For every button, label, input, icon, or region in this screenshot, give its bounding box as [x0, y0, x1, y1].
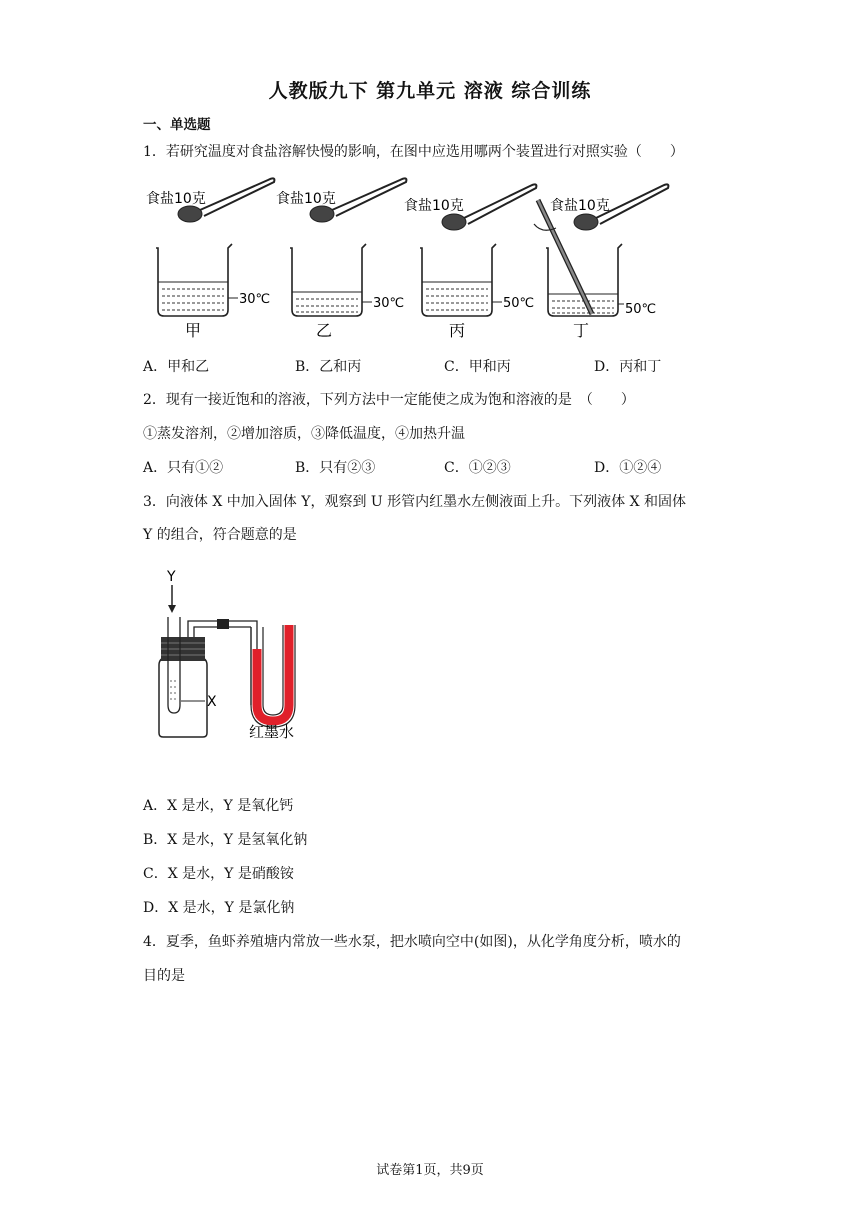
- q2-option-d: D．①②④: [594, 460, 662, 476]
- q1-option-c: C．甲和丙: [444, 359, 511, 375]
- spoon-label-2: 食盐10克: [276, 191, 336, 207]
- question-4-stem-line1: 4．夏季，鱼虾养殖塘内常放一些水泵，把水喷向空中(如图)，从化学角度分析，喷水的: [143, 934, 681, 950]
- q3-apparatus-figure: [145, 565, 315, 745]
- beaker-1-name: 甲: [185, 321, 202, 340]
- q3-option-a: A．X 是水，Y 是氧化钙: [143, 798, 294, 814]
- question-3-stem-line2: Y 的组合，符合题意的是: [143, 527, 297, 543]
- red-ink-liquid: [257, 625, 289, 721]
- label-y: Y: [167, 569, 176, 585]
- beaker-2-temp: 30℃: [373, 296, 405, 311]
- question-2-sub: ①蒸发溶剂，②增加溶质，③降低温度，④加热升温: [143, 426, 465, 442]
- beaker-3-temp: 50℃: [503, 296, 535, 311]
- page-title: 人教版九下 第九单元 溶液 综合训练: [268, 80, 592, 102]
- red-ink-caption: 红墨水: [249, 723, 295, 741]
- q3-option-c: C．X 是水，Y 是硝酸铵: [143, 866, 294, 882]
- question-2-stem: 2．现有一接近饱和的溶液，下列方法中一定能使之成为饱和溶液的是 （ ）: [143, 392, 635, 408]
- question-1-stem: 1．若研究温度对食盐溶解快慢的影响，在图中应选用哪两个装置进行对照实验（ ）: [143, 144, 684, 160]
- label-x: X: [207, 694, 217, 710]
- q2-option-b: B．只有②③: [295, 460, 376, 476]
- beaker-jia: [146, 178, 274, 340]
- q1-option-a: A．甲和乙: [143, 359, 210, 375]
- q3-option-d: D．X 是水，Y 是氯化钠: [143, 900, 295, 916]
- q1-option-d: D．丙和丁: [594, 359, 662, 375]
- page-footer: 试卷第1页，共9页: [376, 1163, 484, 1178]
- beaker-4-temp: 50℃: [625, 302, 657, 317]
- section-heading: 一、单选题: [143, 117, 211, 133]
- question-3-stem-line1: 3．向液体 X 中加入固体 Y，观察到 U 形管内红墨水左侧液面上升。下列液体 X 和固体: [143, 494, 687, 510]
- beaker-2-name: 乙: [316, 321, 333, 340]
- beaker-3-name: 丙: [449, 321, 466, 340]
- q1-figure: [140, 170, 680, 345]
- beaker-ding: [534, 184, 668, 340]
- beaker-bing: [404, 184, 536, 340]
- beaker-yi: [276, 178, 406, 340]
- q1-option-b: B．乙和丙: [295, 359, 362, 375]
- beaker-4-name: 丁: [573, 321, 590, 340]
- beaker-1-temp: 30℃: [239, 292, 271, 307]
- q2-option-a: A．只有①②: [143, 460, 224, 476]
- spoon-label-3: 食盐10克: [404, 198, 464, 214]
- question-4-stem-line2: 目的是: [143, 968, 185, 984]
- spoon-label-4: 食盐10克: [550, 198, 610, 214]
- q3-option-b: B．X 是水，Y 是氢氧化钠: [143, 832, 308, 848]
- q2-option-c: C．①②③: [444, 460, 511, 476]
- spoon-label-1: 食盐10克: [146, 191, 206, 207]
